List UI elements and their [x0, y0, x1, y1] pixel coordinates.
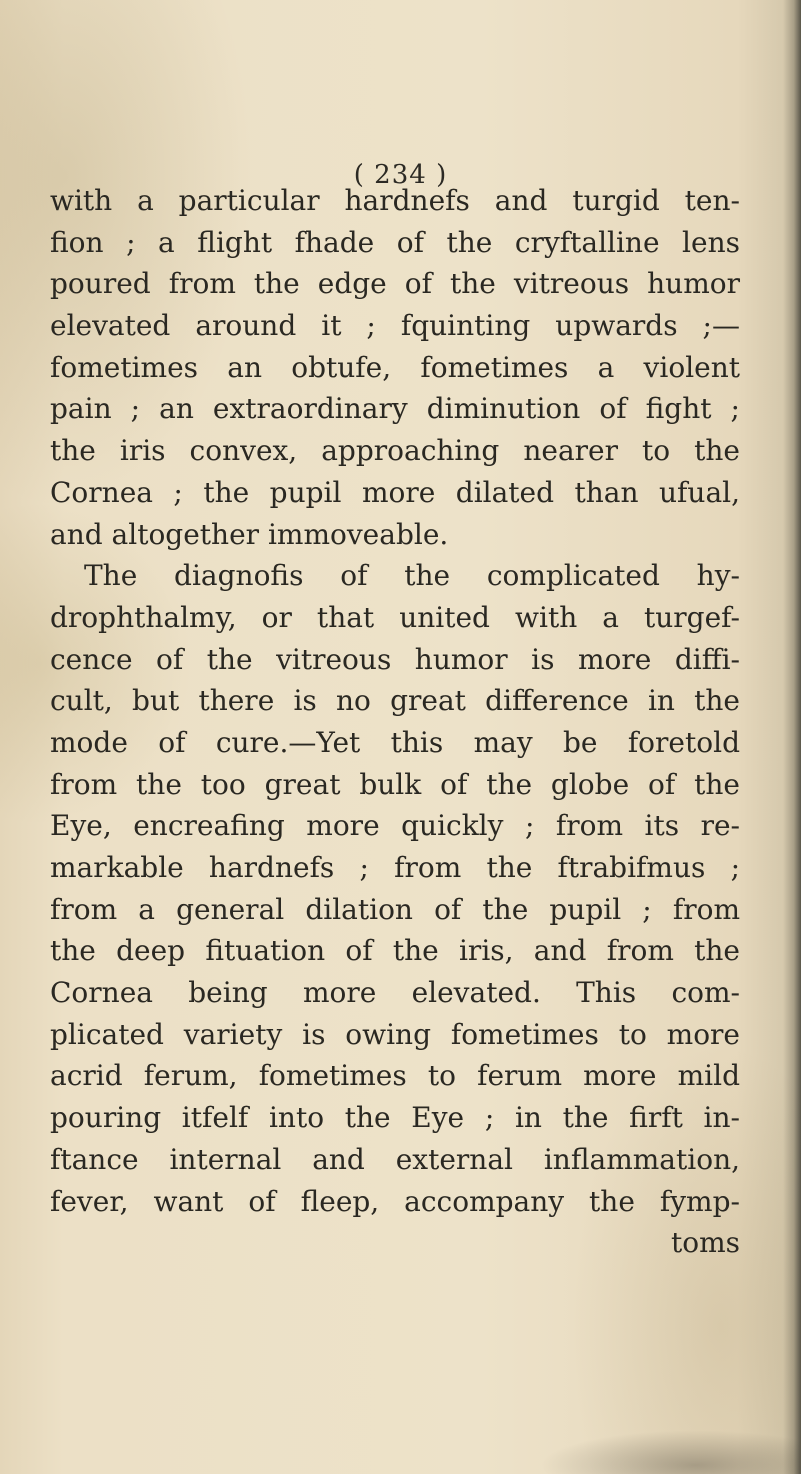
text-line: the deep fituation of the iris, and from the — [50, 934, 740, 968]
text-line: from a general dilation of the pupil ; from — [50, 892, 740, 926]
text-line: with a particular hardnefs and turgid ten- — [50, 184, 740, 217]
page-number: ( 234 ) — [353, 160, 448, 190]
text-line: fever, want of fleep, accompany the fymp- — [50, 1184, 740, 1218]
body-text — [50, 180, 740, 1264]
text-line: fion ; a flight fhade of the cryftalline lens — [50, 225, 740, 259]
text-line: drophthalmy, or that united with a turgef- — [50, 600, 740, 634]
text-line: pouring itfelf into the Eye ; in the firft in- — [50, 1101, 740, 1135]
text-line: fometimes an obtufe, fometimes a violent — [50, 350, 740, 384]
text-line: Cornea being more elevated. This com- — [50, 976, 740, 1010]
text-line: elevated around it ; fquinting upwards ;— — [50, 309, 740, 343]
text-line: from the too great bulk of the globe of the — [50, 767, 740, 801]
page-stain — [540, 1430, 800, 1474]
text-line: cence of the vitreous humor is more diffi- — [50, 642, 740, 676]
text-line: cult, but there is no great difference in the — [50, 684, 740, 718]
text-line: plicated variety is owing fometimes to more — [50, 1017, 740, 1051]
text-line: poured from the edge of the vitreous humor — [50, 267, 740, 301]
paragraph-start-line: The diagnofis of the complicated hy- — [84, 559, 740, 593]
text-line: mode of cure.—Yet this may be foretold — [50, 725, 740, 759]
spine-shadow — [783, 0, 801, 1474]
text-line: ftance internal and external inflammation, — [50, 1142, 740, 1176]
text-line: the iris convex, approaching nearer to the — [50, 434, 740, 468]
text-line: Eye, encreafing more quickly ; from its re- — [50, 809, 740, 843]
text-line: pain ; an extraordinary diminution of fight ; — [50, 392, 740, 426]
text-line: Cornea ; the pupil more dilated than ufual, — [50, 475, 740, 509]
text-line: markable hardnefs ; from the ftrabifmus ; — [50, 851, 740, 884]
paragraph-end-line: and altogether immoveable. — [50, 517, 449, 551]
catchword: toms — [670, 1226, 740, 1260]
text-line: acrid ferum, fometimes to ferum more mild — [50, 1059, 740, 1093]
